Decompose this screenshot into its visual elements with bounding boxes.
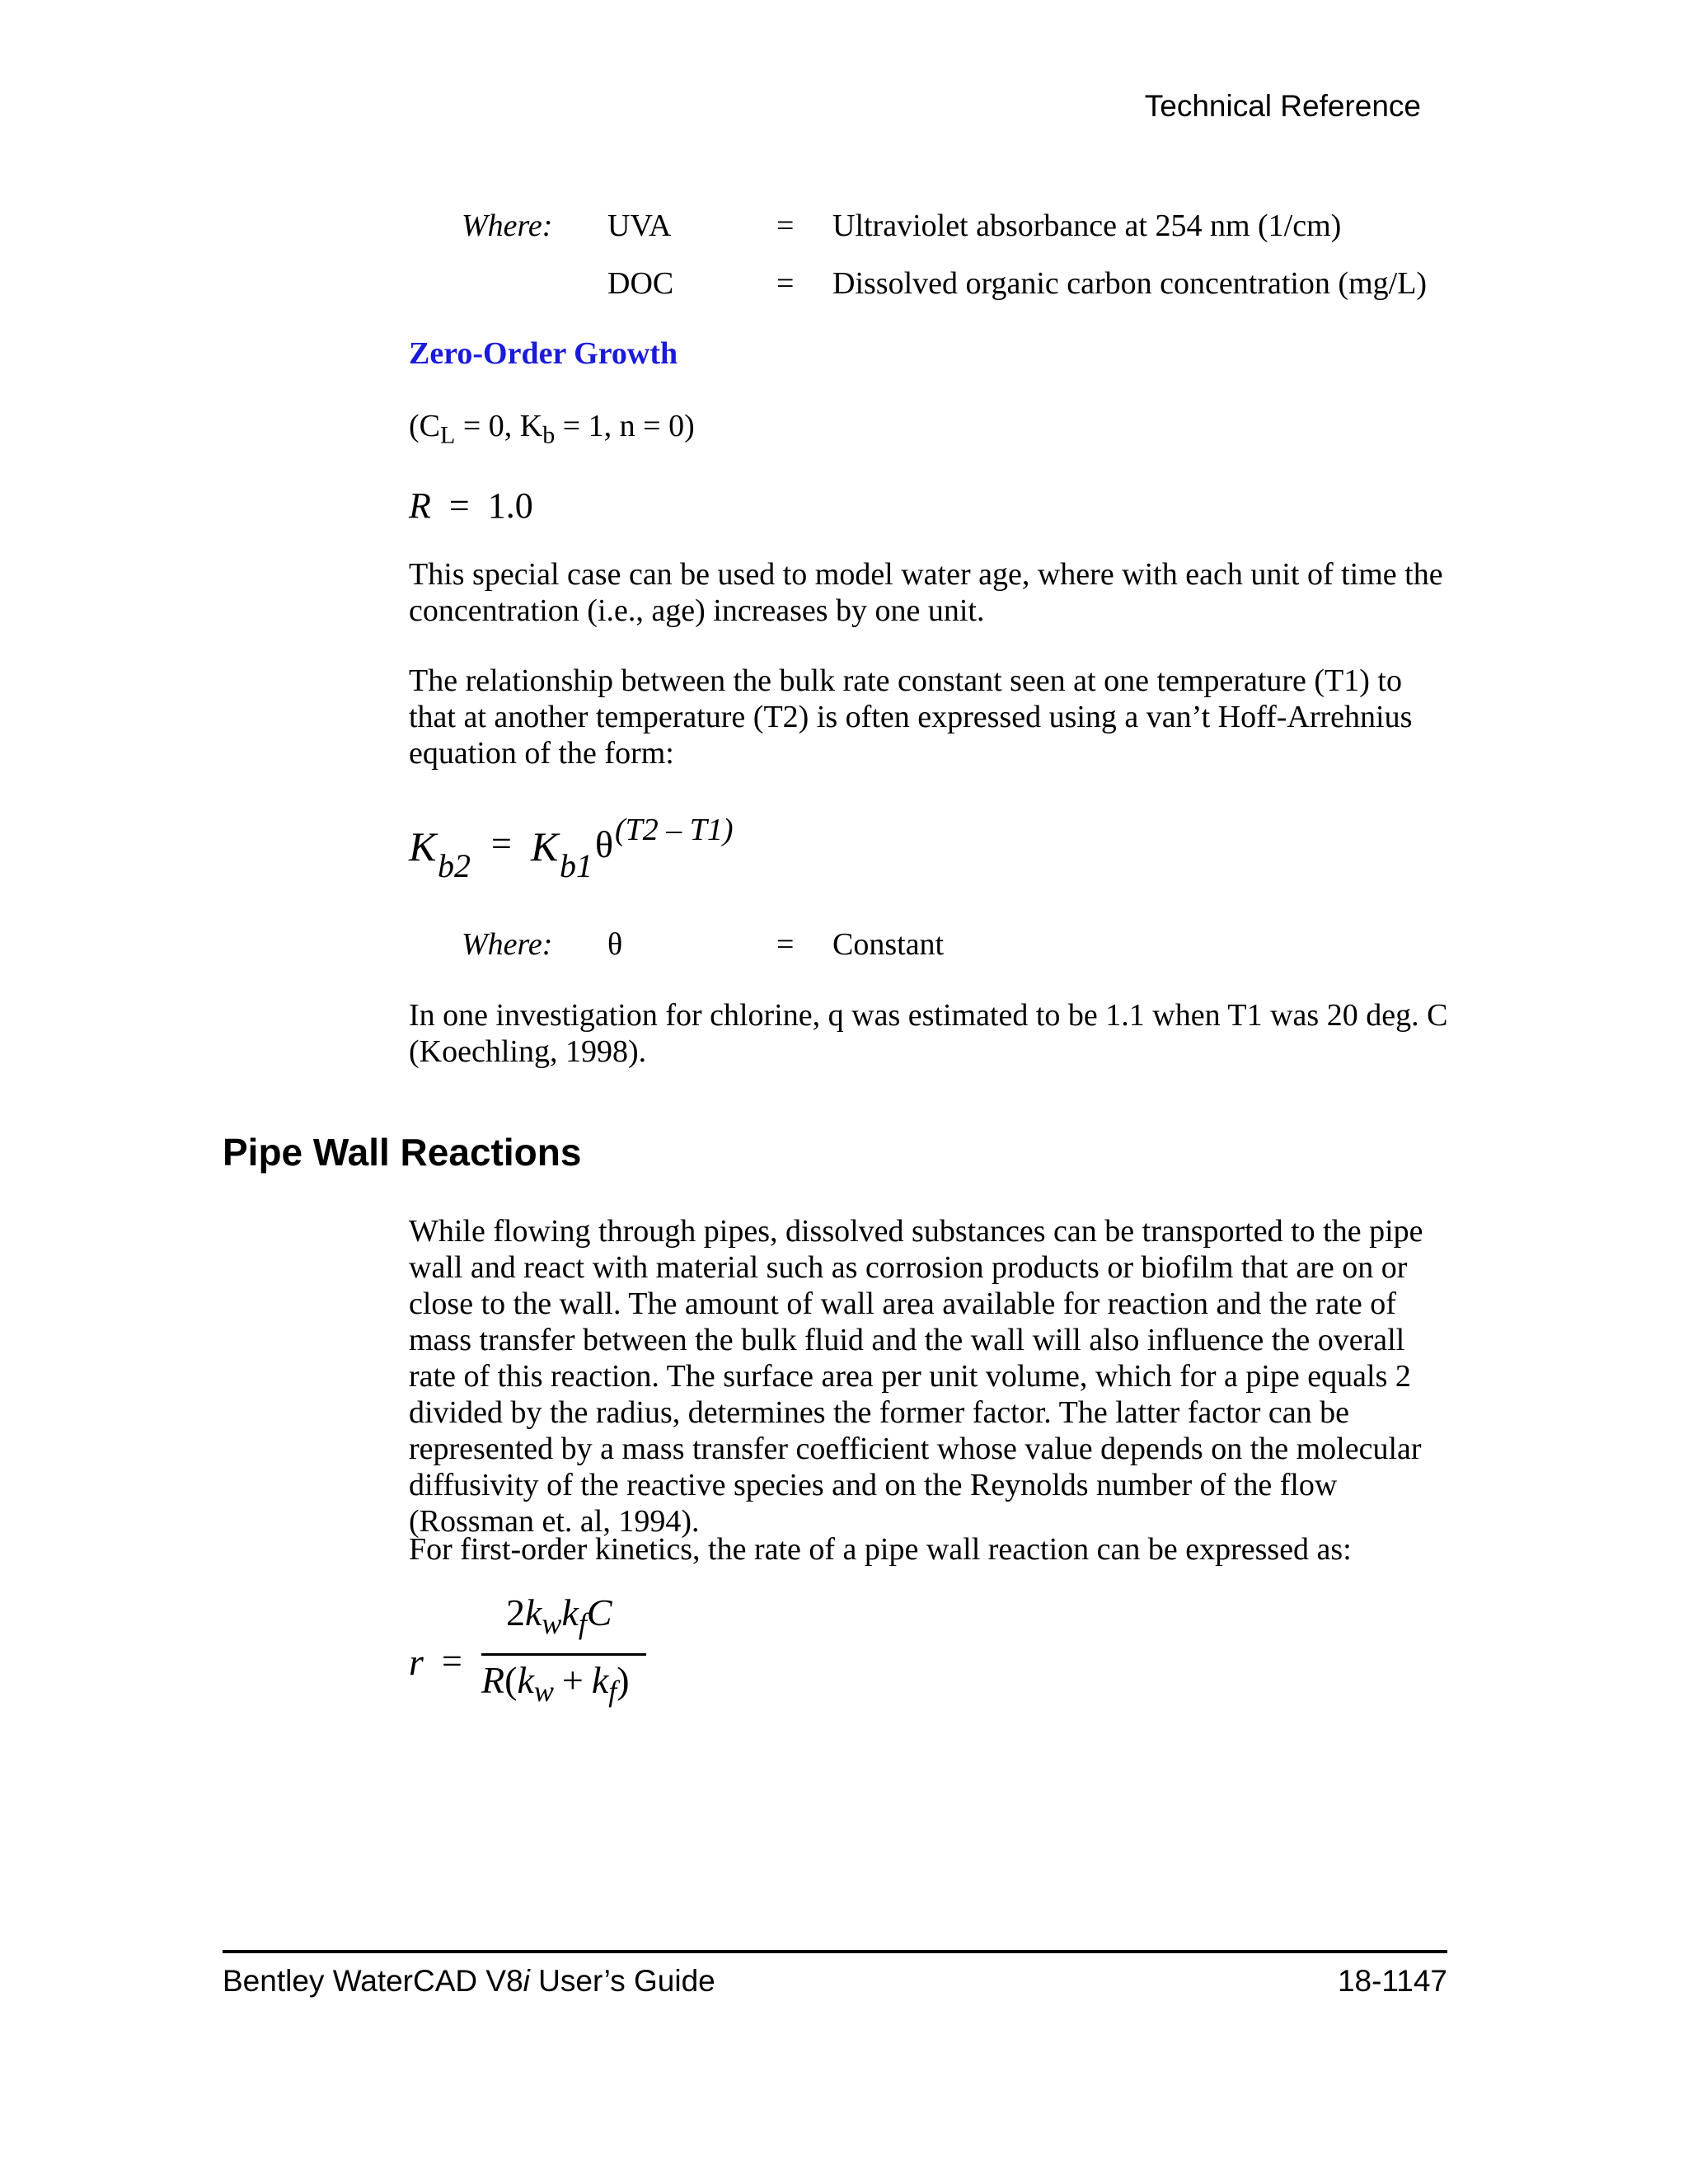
conditions-line: ($C_L = 0$, $K_b = 1$, n = 0): [409, 409, 695, 449]
footer-book-title: Bentley WaterCAD V8i User’s Guide: [223, 1964, 715, 1998]
section-heading: Pipe Wall Reactions: [223, 1131, 582, 1174]
zero-order-equation: R = 1.0: [409, 485, 533, 526]
equals-sign: =: [776, 209, 795, 243]
variable-description: Ultraviolet absorbance at 254 nm (1/cm): [832, 209, 1342, 243]
paragraph: This special case can be used to model water age, where with each unit of time the concentration (i.e., age) increases by one unit.: [409, 557, 1443, 628]
paragraph: While flowing through pipes, dissolved substances can be transported to the pipe wall and react with material such as corrosion products or biofilm that are on or close to the wall. The amount of wall area available for reaction and the rate of mass transfer between the bulk fluid and the wall will also influence the overall rate of this reaction. The surface area per unit volume, which for a pipe equals 2 divided by the radius, determines the former factor. The latter factor can be represented by a mass transfer coefficient whose value depends on the molecular diffusivity of the reactive species and on the Reynolds number of the flow (Rossman et. al, 1994).: [409, 1214, 1423, 1539]
variable-symbol: θ: [607, 927, 623, 962]
equals-sign: =: [776, 266, 795, 301]
fraction-numerator: $2k_wk_fC$: [506, 1591, 612, 1641]
page-number: 18-1147: [1337, 1964, 1447, 1998]
variable-symbol: UVA: [607, 209, 672, 243]
running-header: Technical Reference: [1144, 89, 1421, 123]
fraction-denominator: $R(k_w + k_f)$: [481, 1659, 630, 1708]
variable-description: Dissolved organic carbon concentration (mg/L): [832, 266, 1428, 301]
where-label: Where:: [462, 209, 553, 243]
paragraph: The relationship between the bulk rate constant seen at one temperature (T1) to that at another temperature (T2) is often expressed using a van’t Hoff-Arrehnius equation of the form:: [409, 663, 1413, 771]
equals-sign: =: [776, 927, 795, 962]
variable-description: Constant: [832, 927, 945, 962]
fraction-bar: [481, 1653, 646, 1656]
paragraph: For first-order kinetics, the rate of a pipe wall reaction can be expressed as:: [409, 1532, 1352, 1567]
wall-reaction-equation: r = $2k_wk_fC$ $R(k_w + k_f)$: [409, 1591, 738, 1731]
where-label: Where:: [462, 927, 553, 962]
subsection-heading: Zero-Order Growth: [409, 336, 678, 371]
footer-rule: [223, 1950, 1447, 1953]
variable-symbol: DOC: [607, 266, 674, 301]
arrhenius-equation: K b2 = K b1 θ (T2 – T1): [409, 813, 734, 884]
paragraph: In one investigation for chlorine, q was estimated to be 1.1 when T1 was 20 deg. C (Koechling, 1998).: [409, 998, 1448, 1069]
